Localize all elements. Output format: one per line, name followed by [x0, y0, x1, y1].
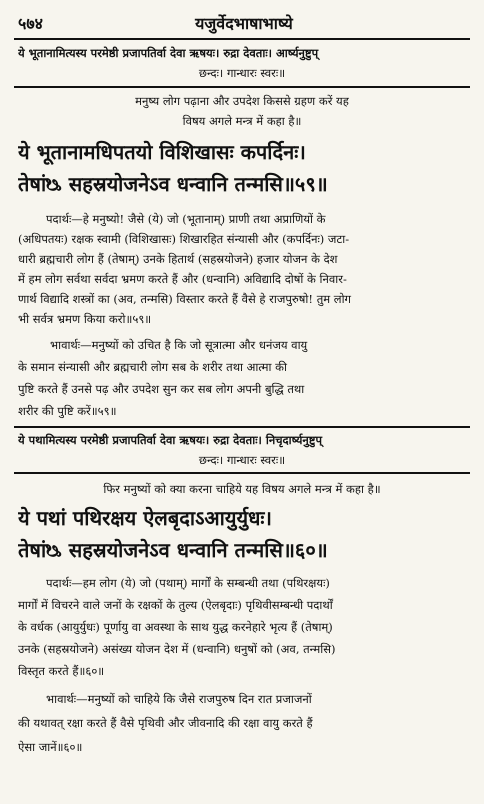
- bhavartha-line: के समान संन्यासी और ब्रह्मचारी लोग सब के शरीर तथा आत्मा की: [18, 360, 287, 374]
- header-divider: [14, 38, 470, 40]
- padartha-line: भी सर्वत्र भ्रमण किया करो॥५९॥: [18, 312, 152, 326]
- bhavartha-line: भावार्थः—मनुष्यों को उचित है कि जो सूत्रात्मा और धनंजय वायु: [50, 338, 308, 352]
- intro-line: फिर मनुष्यों को क्या करना चाहिये यह विषय अगले मन्त्र में कहा है॥: [103, 482, 381, 496]
- padartha-line: पदार्थः—हे मनुष्यो! जैसे (ये) जो (भूतानाम्) प्राणी तथा अप्राणियों के: [46, 212, 326, 226]
- padartha-line: उनके (सहस्रयोजने) असंख्य योजन देश में (धन्वानि) धनुषों को (अव, तन्मसि): [18, 642, 336, 656]
- mantra-meta-line: ये भूतानामित्यस्य परमेष्ठी प्रजापतिर्वा देवा ऋषयः। रुद्रा देवताः। आर्ष्यनुष्टुप्: [18, 46, 319, 60]
- page-number: ५७४: [18, 14, 43, 33]
- padartha-line: के वर्धक (आयुर्युधः) पूर्णायु वा अवस्था के साथ युद्ध करनेहारे भृत्य हैं (तेषाम्): [18, 620, 333, 634]
- padartha-line: णार्थ विद्यादि शस्त्रों का (अव, तन्मसि) विस्तार करते हैं वैसे हे राजपुरुषो! तुम लोग: [18, 292, 352, 306]
- section-divider: [14, 472, 470, 474]
- bhavartha-line: शरीर की पुष्टि करें॥५९॥: [18, 404, 117, 418]
- padartha-line: विस्तृत करते हैं॥६०॥: [18, 664, 105, 678]
- section-divider: [14, 86, 470, 88]
- bhavartha-line: भावार्थः—मनुष्यों को चाहिये कि जैसे राजपुरुष दिन रात प्रजाजनों: [46, 692, 312, 706]
- bhavartha-line: ऐसा जानें॥६०॥: [18, 740, 83, 754]
- intro-line: मनुष्य लोग पढ़ाना और उपदेश किससे ग्रहण करें यह: [135, 94, 349, 108]
- padartha-line: मार्गों में विचरने वाले जनों के रक्षकों के तुल्य (ऐलबृदाः) पृथिवीसम्बन्धी पदार्थों: [18, 598, 333, 612]
- padartha-line: (अधिपतयः) रक्षक स्वामी (विशिखासः) शिखारहित संन्यासी और (कपर्दिनः) जटा-: [18, 232, 350, 246]
- verse-line: तेषांᳬ सहस्रयोजनेऽव धन्वानि तन्मसि॥५९॥: [18, 172, 328, 196]
- verse-line: ये पथां पथिरक्षय ऐलबृदाऽआयुर्युधः।: [18, 506, 272, 530]
- intro-line: विषय अगले मन्त्र में कहा है॥: [182, 114, 302, 128]
- padartha-line: धारी ब्रह्मचारी लोग हैं (तेषाम्) उनके हितार्थ (सहस्रयोजने) हजार योजन के देश: [18, 252, 338, 266]
- mantra-meta-line: ये पथामित्यस्य परमेष्ठी प्रजापतिर्वा देवा ऋषयः। रुद्रा देवताः। निचृदार्ष्यनुष्टुप्: [18, 433, 323, 447]
- verse-line: तेषांᳬ सहस्रयोजनेऽव धन्वानि तन्मसि॥६०॥: [18, 538, 328, 562]
- bhavartha-line: की यथावत् रक्षा करते हैं वैसे पृथिवी और जीवनादि की रक्षा वायु करते हैं: [18, 716, 313, 730]
- mantra-meta-line: छन्दः। गान्धारः स्वरः॥: [198, 66, 286, 80]
- padartha-line: पदार्थः—हम लोग (ये) जो (पथाम्) मार्गों के सम्बन्धी तथा (पथिरक्षयः): [46, 576, 330, 590]
- verse-line: ये भूतानामधिपतयो विशिखासः कपर्दिनः।: [18, 140, 306, 164]
- padartha-line: में हम लोग सर्वथा सर्वदा भ्रमण करते हैं और (धन्वानि) अविद्यादि दोषों के निवार-: [18, 272, 347, 286]
- bhavartha-line: पुष्टि करते हैं उनसे पढ़ और उपदेश सुन कर सब लोग अपनी बुद्धि तथा: [18, 382, 305, 396]
- page-title: यजुर्वेदभाषाभाष्ये: [195, 14, 293, 33]
- mantra-meta-line: छन्दः। गान्धारः स्वरः॥: [198, 453, 286, 467]
- section-divider: [14, 426, 470, 428]
- page-header: [18, 12, 470, 34]
